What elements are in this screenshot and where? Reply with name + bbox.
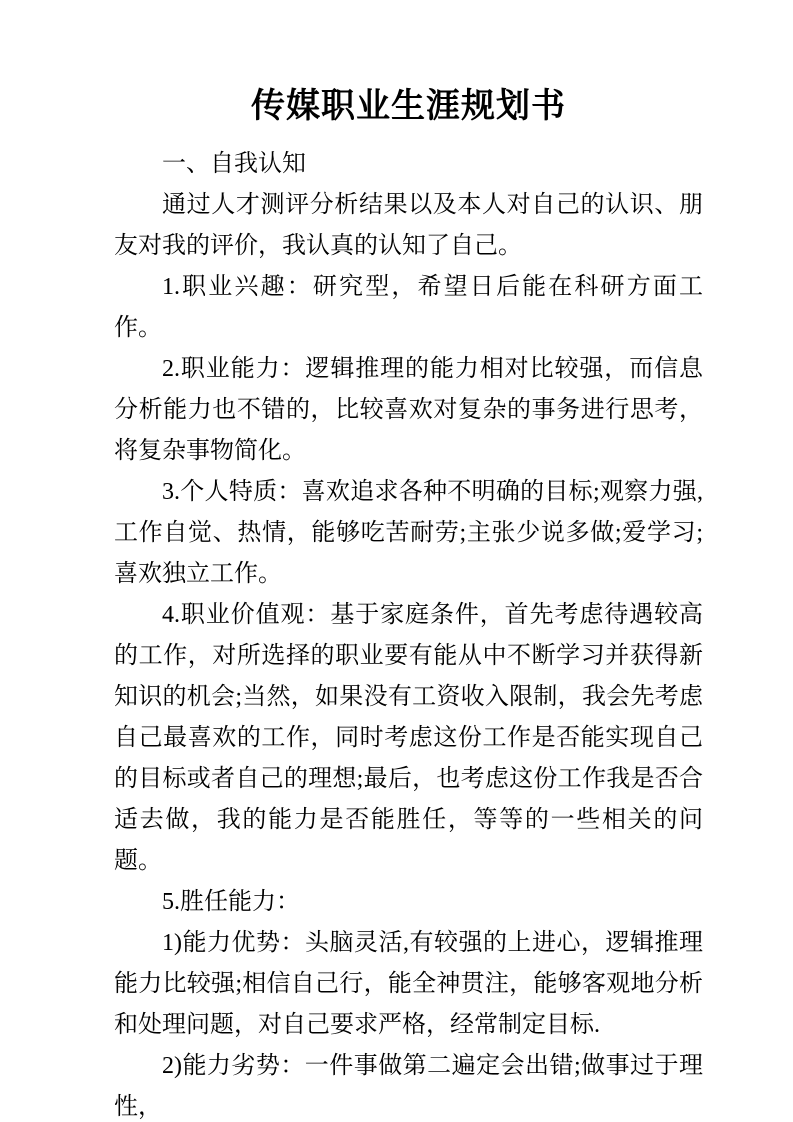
paragraph-intro: 通过人才测评分析结果以及本人对自己的认识、朋友对我的评价，我认真的认知了自己。 bbox=[114, 192, 703, 259]
paragraph-career-values: 4.职业价值观：基于家庭条件，首先考虑待遇较高的工作，对所选择的职业要有能从中不断学习并获得新知识的机会;当然，如果没有工资收入限制，我会先考虑自己最喜欢的工作，同时考虑这份工作是否能实现自己的目标或者自己的理想;最后，也考虑这份工作我是否合适去做，我的能力是否能胜任，等等的一些相关的问题。 bbox=[114, 602, 703, 874]
paragraph-section-heading-self-cognition: 一、自我认知 bbox=[162, 151, 306, 177]
paragraph-personal-traits: 3.个人特质：喜欢追求各种不明确的目标;观察力强,工作自觉、热情，能够吃苦耐劳;主张少说多做;爱学习;喜欢独立工作。 bbox=[114, 479, 703, 587]
paragraph-ability-weaknesses: 2)能力劣势：一件事做第二遍定会出错;做事过于理性， bbox=[114, 1053, 703, 1120]
document-body bbox=[114, 144, 703, 1122]
paragraph-career-interest: 1.职业兴趣：研究型，希望日后能在科研方面工作。 bbox=[114, 274, 703, 341]
paragraph-ability-strengths: 1)能力优势：头脑灵活,有较强的上进心，逻辑推理能力比较强;相信自己行，能全神贯注，能够客观地分析和处理问题，对自己要求严格，经常制定目标. bbox=[114, 930, 703, 1038]
paragraph-career-ability: 2.职业能力：逻辑推理的能力相对比较强，而信息分析能力也不错的，比较喜欢对复杂的事务进行思考，将复杂事物简化。 bbox=[114, 356, 703, 464]
paragraph-competence-heading: 5.胜任能力： bbox=[162, 889, 300, 915]
document-title: 传媒职业生涯规划书 bbox=[251, 88, 566, 125]
